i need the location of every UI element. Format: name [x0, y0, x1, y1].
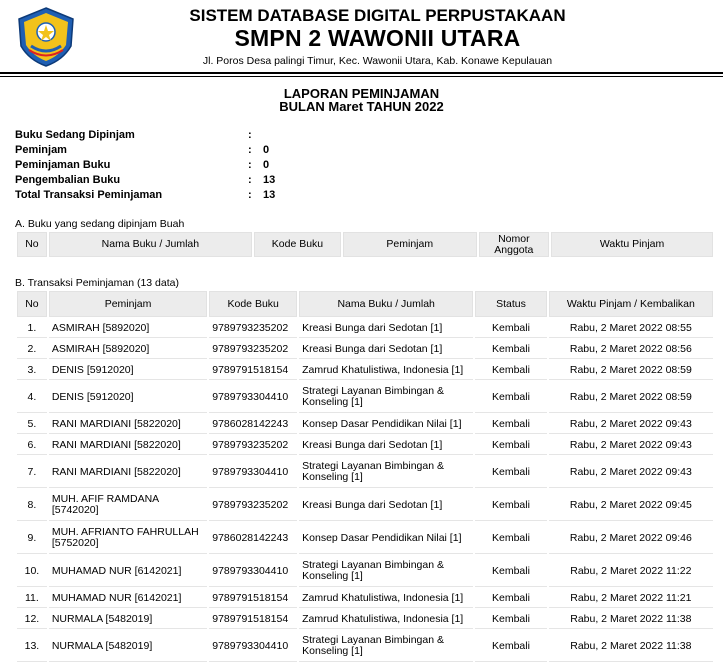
cell-borrower: DENIS [5912020]	[49, 382, 207, 413]
cell-no: 9.	[17, 523, 47, 554]
cell-time: Rabu, 2 Maret 2022 11:21	[549, 589, 713, 608]
summary-value: 0	[263, 144, 270, 156]
cell-time: Rabu, 2 Maret 2022 11:38	[549, 631, 713, 662]
section-b-title: B. Transaksi Peminjaman (13 data)	[15, 277, 179, 289]
cell-code: 9789793235202	[209, 340, 297, 359]
summary-row	[15, 173, 315, 188]
col-header-time: Waktu Pinjam / Kembalikan	[549, 291, 713, 317]
summary-value: 13	[263, 189, 276, 201]
cell-borrower: NURMALA [5482019]	[49, 610, 207, 629]
cell-code: 9786028142243	[209, 523, 297, 554]
school-name: SMPN 2 WAWONII UTARA	[234, 25, 521, 51]
table-row	[17, 610, 713, 629]
col-header-code: Kode Buku	[254, 232, 341, 257]
section-a-title: A. Buku yang sedang dipinjam Buah	[15, 218, 185, 230]
summary-row	[15, 128, 315, 143]
cell-book: Zamrud Khatulistiwa, Indonesia [1]	[299, 361, 473, 380]
cell-borrower: DENIS [5912020]	[49, 361, 207, 380]
summary-colon: :	[248, 159, 252, 171]
table-row	[17, 382, 713, 413]
cell-status: Kembali	[475, 523, 547, 554]
table-row	[17, 589, 713, 608]
cell-code: 9789791518154	[209, 589, 297, 608]
summary-label: Peminjam	[15, 144, 67, 156]
summary-block	[15, 128, 315, 203]
cell-code: 9789793304410	[209, 631, 297, 662]
summary-label: Pengembalian Buku	[15, 174, 121, 186]
cell-code: 9786028142243	[209, 415, 297, 434]
cell-no: 6.	[17, 436, 47, 455]
table-row	[17, 523, 713, 554]
summary-row	[15, 188, 315, 203]
borrowed-books-table	[15, 230, 715, 259]
cell-time: Rabu, 2 Maret 2022 08:56	[549, 340, 713, 359]
table-row	[17, 415, 713, 434]
table-row	[17, 319, 713, 338]
cell-borrower: ASMIRAH [5892020]	[49, 340, 207, 359]
cell-status: Kembali	[475, 556, 547, 587]
cell-book: Zamrud Khatulistiwa, Indonesia [1]	[299, 589, 473, 608]
header-divider	[0, 72, 723, 74]
cell-book: Zamrud Khatulistiwa, Indonesia [1]	[299, 610, 473, 629]
cell-code: 9789793304410	[209, 457, 297, 488]
summary-label: Total Transaksi Peminjaman	[15, 189, 163, 201]
summary-colon: :	[248, 144, 252, 156]
cell-time: Rabu, 2 Maret 2022 08:55	[549, 319, 713, 338]
summary-row	[15, 158, 315, 173]
summary-value: 13	[263, 174, 276, 186]
col-header-member-number: Nomor Anggota	[479, 232, 550, 257]
cell-no: 4.	[17, 382, 47, 413]
cell-status: Kembali	[475, 319, 547, 338]
cell-time: Rabu, 2 Maret 2022 11:22	[549, 556, 713, 587]
report-period: BULAN Maret TAHUN 2022	[279, 99, 444, 114]
transactions-table	[15, 289, 715, 664]
cell-time: Rabu, 2 Maret 2022 09:43	[549, 457, 713, 488]
cell-borrower: MUH. AFIF RAMDANA [5742020]	[49, 490, 207, 521]
col-header-book: Nama Buku / Jumlah	[299, 291, 473, 317]
cell-borrower: MUHAMAD NUR [6142021]	[49, 556, 207, 587]
cell-no: 12.	[17, 610, 47, 629]
cell-no: 11.	[17, 589, 47, 608]
cell-time: Rabu, 2 Maret 2022 09:43	[549, 415, 713, 434]
cell-borrower: RANI MARDIANI [5822020]	[49, 436, 207, 455]
cell-book: Kreasi Bunga dari Sedotan [1]	[299, 490, 473, 521]
cell-time: Rabu, 2 Maret 2022 11:38	[549, 610, 713, 629]
summary-value: 0	[263, 159, 270, 171]
cell-status: Kembali	[475, 589, 547, 608]
cell-borrower: RANI MARDIANI [5822020]	[49, 457, 207, 488]
col-header-borrower: Peminjam	[49, 291, 207, 317]
table-row	[17, 556, 713, 587]
school-address: Jl. Poros Desa palingi Timur, Kec. Wawonii Utara, Kab. Konawe Kepulauan	[202, 55, 553, 67]
cell-time: Rabu, 2 Maret 2022 08:59	[549, 361, 713, 380]
cell-no: 5.	[17, 415, 47, 434]
cell-book: Kreasi Bunga dari Sedotan [1]	[299, 319, 473, 338]
col-header-borrower: Peminjam	[343, 232, 477, 257]
cell-book: Strategi Layanan Bimbingan & Konseling [1]	[299, 631, 473, 662]
cell-borrower: NURMALA [5482019]	[49, 631, 207, 662]
report-header	[0, 0, 723, 78]
cell-status: Kembali	[475, 436, 547, 455]
cell-no: 2.	[17, 340, 47, 359]
cell-borrower: RANI MARDIANI [5822020]	[49, 415, 207, 434]
cell-book: Strategi Layanan Bimbingan & Konseling [1]	[299, 457, 473, 488]
cell-code: 9789793235202	[209, 319, 297, 338]
table-row	[17, 457, 713, 488]
summary-colon: :	[248, 189, 252, 201]
header-divider-thin	[0, 76, 723, 77]
cell-status: Kembali	[475, 631, 547, 662]
cell-book: Konsep Dasar Pendidikan Nilai [1]	[299, 523, 473, 554]
cell-code: 9789791518154	[209, 610, 297, 629]
cell-time: Rabu, 2 Maret 2022 09:43	[549, 436, 713, 455]
cell-no: 8.	[17, 490, 47, 521]
cell-status: Kembali	[475, 610, 547, 629]
summary-label: Peminjaman Buku	[15, 159, 111, 171]
cell-no: 10.	[17, 556, 47, 587]
col-header-borrow-time: Waktu Pinjam	[551, 232, 713, 257]
cell-book: Kreasi Bunga dari Sedotan [1]	[299, 340, 473, 359]
col-header-no: No	[17, 232, 47, 257]
col-header-status: Status	[475, 291, 547, 317]
summary-row	[15, 143, 315, 158]
report-title: LAPORAN PEMINJAMAN	[283, 86, 440, 101]
cell-no: 3.	[17, 361, 47, 380]
cell-status: Kembali	[475, 361, 547, 380]
cell-time: Rabu, 2 Maret 2022 09:45	[549, 490, 713, 521]
cell-code: 9789793304410	[209, 556, 297, 587]
cell-code: 9789793235202	[209, 490, 297, 521]
table-row	[17, 361, 713, 380]
table-row	[17, 340, 713, 359]
cell-status: Kembali	[475, 415, 547, 434]
cell-borrower: MUHAMAD NUR [6142021]	[49, 589, 207, 608]
summary-colon: :	[248, 174, 252, 186]
summary-label: Buku Sedang Dipinjam	[15, 129, 135, 141]
cell-book: Konsep Dasar Pendidikan Nilai [1]	[299, 415, 473, 434]
cell-book: Strategi Layanan Bimbingan & Konseling [1]	[299, 382, 473, 413]
cell-book: Kreasi Bunga dari Sedotan [1]	[299, 436, 473, 455]
cell-no: 7.	[17, 457, 47, 488]
cell-time: Rabu, 2 Maret 2022 08:59	[549, 382, 713, 413]
cell-no: 13.	[17, 631, 47, 662]
cell-borrower: MUH. AFRIANTO FAHRULLAH [5752020]	[49, 523, 207, 554]
cell-status: Kembali	[475, 382, 547, 413]
school-logo-icon	[15, 6, 77, 68]
cell-borrower: ASMIRAH [5892020]	[49, 319, 207, 338]
cell-time: Rabu, 2 Maret 2022 09:46	[549, 523, 713, 554]
cell-status: Kembali	[475, 457, 547, 488]
table-row	[17, 436, 713, 455]
institution-name: SISTEM DATABASE DIGITAL PERPUSTAKAAN	[189, 6, 566, 25]
cell-code: 9789793304410	[209, 382, 297, 413]
cell-book: Strategi Layanan Bimbingan & Konseling [1]	[299, 556, 473, 587]
summary-colon: :	[248, 129, 252, 141]
table-row	[17, 631, 713, 662]
cell-no: 1.	[17, 319, 47, 338]
col-header-code: Kode Buku	[209, 291, 297, 317]
cell-code: 9789793235202	[209, 436, 297, 455]
cell-code: 9789791518154	[209, 361, 297, 380]
col-header-no: No	[17, 291, 47, 317]
col-header-book: Nama Buku / Jumlah	[49, 232, 252, 257]
cell-status: Kembali	[475, 490, 547, 521]
table-row	[17, 490, 713, 521]
cell-status: Kembali	[475, 340, 547, 359]
